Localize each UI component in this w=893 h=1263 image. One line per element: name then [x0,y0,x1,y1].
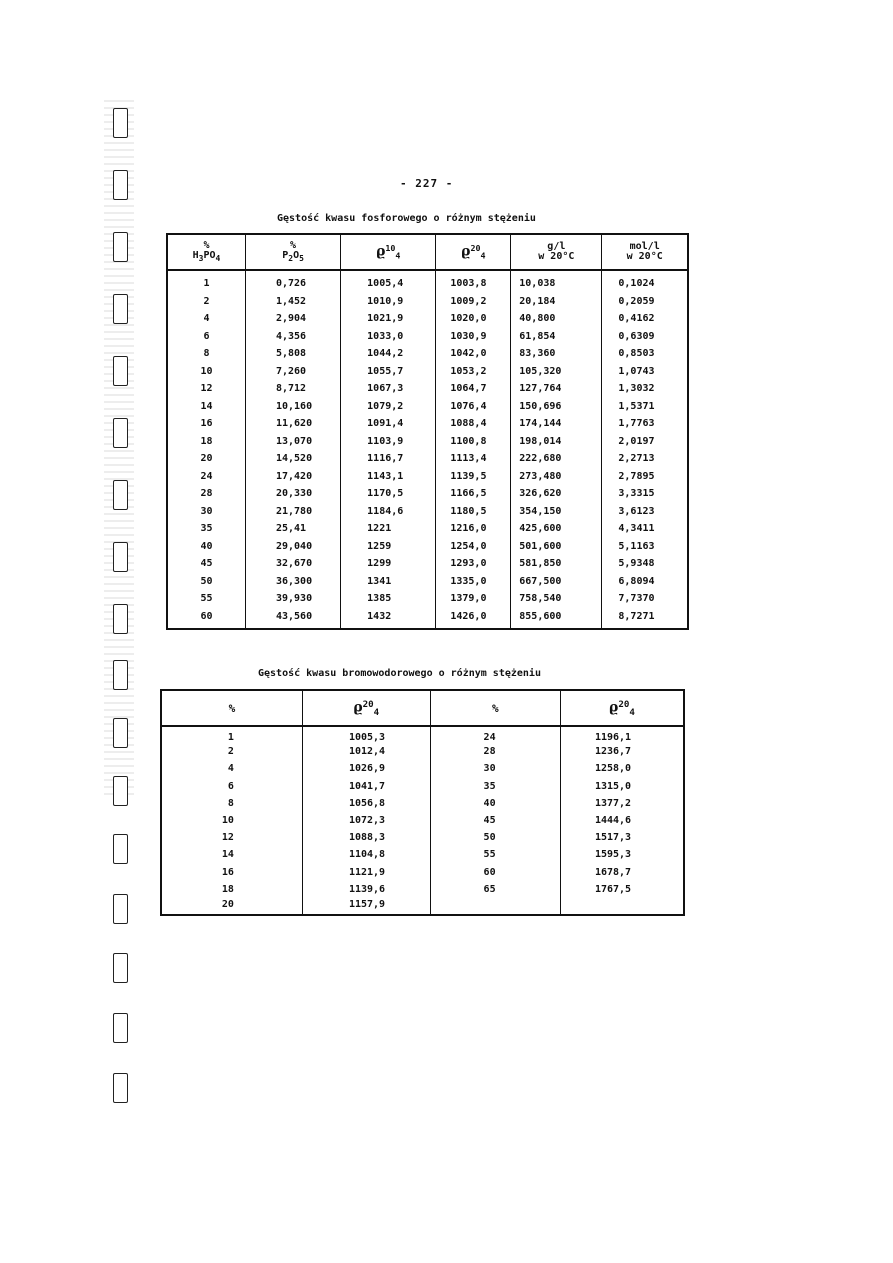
cell-mol-per-litre: 3,6123 [602,503,688,521]
table-row [161,760,684,777]
header-percent-right: % [430,690,560,726]
table-row [167,363,688,381]
cell-h3po4: 20 [167,450,245,468]
cell-mol-per-litre: 0,2059 [602,293,688,311]
cell-p2o5: 7,260 [245,363,340,381]
cell-density-10: 1067,3 [341,380,436,398]
table-row [161,846,684,863]
cell-density-10: 1299 [341,555,436,573]
cell-p2o5: 10,160 [245,398,340,416]
cell-density-20: 1009,2 [436,293,511,311]
phosphoric-table-title: Gęstość kwasu fosforowego o różnym stężeniu [277,213,536,224]
cell-density-20: 1100,8 [436,433,511,451]
cell-grams-per-litre: 127,764 [511,380,602,398]
cell-grams-per-litre: 198,014 [511,433,602,451]
cell-p2o5: 14,520 [245,450,340,468]
cell-percent-left: 12 [161,829,302,846]
cell-p2o5: 32,670 [245,555,340,573]
cell-grams-per-litre: 20,184 [511,293,602,311]
cell-percent-right: 24 [430,726,560,743]
binder-hole [113,232,128,262]
cell-density-10: 1341 [341,573,436,591]
table-row [167,310,688,328]
cell-h3po4: 28 [167,485,245,503]
cell-density-20: 1335,0 [436,573,511,591]
cell-p2o5: 11,620 [245,415,340,433]
cell-density-right: 1444,6 [560,812,684,829]
cell-mol-per-litre: 6,8094 [602,573,688,591]
cell-density-10: 1116,7 [341,450,436,468]
table-row [167,590,688,608]
cell-grams-per-litre: 83,360 [511,345,602,363]
table-row [161,743,684,760]
cell-h3po4: 50 [167,573,245,591]
cell-percent-left: 8 [161,795,302,812]
binder-hole [113,170,128,200]
binder-hole [113,294,128,324]
table-row [167,485,688,503]
cell-density-right: 1236,7 [560,743,684,760]
binder-hole [113,604,128,634]
binder-hole [113,356,128,386]
header-density-10: $ϱ^{10}_4$ [341,234,436,270]
cell-mol-per-litre: 5,1163 [602,538,688,556]
cell-density-20: 1166,5 [436,485,511,503]
cell-density-20: 1216,0 [436,520,511,538]
table-row [167,398,688,416]
binder-hole [113,834,128,864]
table-row [161,864,684,881]
cell-p2o5: 39,930 [245,590,340,608]
cell-density-left: 1104,8 [302,846,430,863]
cell-h3po4: 8 [167,345,245,363]
cell-grams-per-litre: 354,150 [511,503,602,521]
cell-density-right: 1315,0 [560,778,684,795]
cell-density-10: 1010,9 [341,293,436,311]
cell-grams-per-litre: 855,600 [511,608,602,630]
table-row [161,778,684,795]
cell-mol-per-litre: 2,2713 [602,450,688,468]
header-density-20: $ϱ^{20}_4$ [436,234,511,270]
cell-density-20: 1180,5 [436,503,511,521]
cell-percent-right: 28 [430,743,560,760]
cell-percent-left: 4 [161,760,302,777]
cell-p2o5: 21,780 [245,503,340,521]
table-row [167,328,688,346]
cell-percent-left: 10 [161,812,302,829]
cell-density-20: 1113,4 [436,450,511,468]
cell-density-left: 1072,3 [302,812,430,829]
header-p2o5-percent: % $P_2O_5$ [245,234,340,270]
phosphoric-density-table [166,233,689,630]
cell-percent-right: 65 [430,881,560,898]
cell-density-10: 1432 [341,608,436,630]
table-row [167,520,688,538]
binder-hole [113,718,128,748]
cell-h3po4: 40 [167,538,245,556]
cell-mol-per-litre: 2,0197 [602,433,688,451]
cell-h3po4: 14 [167,398,245,416]
cell-density-right: 1196,1 [560,726,684,743]
table-row [161,726,684,743]
table-row [167,555,688,573]
header-density-20-left: $ϱ^{20}_4$ [302,690,430,726]
table-row [167,538,688,556]
cell-density-20: 1042,0 [436,345,511,363]
cell-grams-per-litre: 425,600 [511,520,602,538]
cell-density-10: 1184,6 [341,503,436,521]
cell-p2o5: 25,41 [245,520,340,538]
cell-grams-per-litre: 273,480 [511,468,602,486]
phosphoric-header-row [167,234,688,270]
cell-percent-right: 55 [430,846,560,863]
cell-density-left: 1088,3 [302,829,430,846]
cell-mol-per-litre: 0,1024 [602,270,688,293]
header-grams-per-litre: g/l w 20°C [511,234,602,270]
cell-density-20: 1020,0 [436,310,511,328]
cell-p2o5: 1,452 [245,293,340,311]
cell-density-10: 1033,0 [341,328,436,346]
cell-p2o5: 13,070 [245,433,340,451]
cell-grams-per-litre: 581,850 [511,555,602,573]
cell-density-20: 1088,4 [436,415,511,433]
cell-percent-right: 50 [430,829,560,846]
cell-grams-per-litre: 174,144 [511,415,602,433]
cell-percent-left: 20 [161,898,302,915]
cell-density-right: 1595,3 [560,846,684,863]
cell-density-10: 1385 [341,590,436,608]
cell-p2o5: 5,808 [245,345,340,363]
cell-mol-per-litre: 4,3411 [602,520,688,538]
cell-h3po4: 4 [167,310,245,328]
cell-h3po4: 24 [167,468,245,486]
cell-density-10: 1079,2 [341,398,436,416]
cell-density-10: 1259 [341,538,436,556]
header-mol-per-litre: mol/l w 20°C [602,234,688,270]
cell-density-right: 1678,7 [560,864,684,881]
binder-hole [113,1013,128,1043]
cell-p2o5: 2,904 [245,310,340,328]
cell-density-20: 1076,4 [436,398,511,416]
cell-p2o5: 8,712 [245,380,340,398]
cell-grams-per-litre: 61,854 [511,328,602,346]
cell-grams-per-litre: 326,620 [511,485,602,503]
cell-grams-per-litre: 150,696 [511,398,602,416]
binder-hole [113,418,128,448]
table-row [161,795,684,812]
cell-density-20: 1293,0 [436,555,511,573]
cell-p2o5: 0,726 [245,270,340,293]
cell-density-20: 1426,0 [436,608,511,630]
cell-percent-left: 18 [161,881,302,898]
cell-density-right: 1767,5 [560,881,684,898]
table-row [167,608,688,630]
table-row [167,503,688,521]
binder-hole [113,776,128,806]
table-row [167,270,688,293]
page-number: - 227 - [400,177,454,190]
cell-density-left: 1157,9 [302,898,430,915]
cell-density-10: 1021,9 [341,310,436,328]
table-row [167,433,688,451]
cell-density-20: 1139,5 [436,468,511,486]
cell-grams-per-litre: 40,800 [511,310,602,328]
cell-p2o5: 43,560 [245,608,340,630]
binder-hole [113,1073,128,1103]
binder-hole [113,894,128,924]
cell-percent-right: 40 [430,795,560,812]
cell-percent-left: 6 [161,778,302,795]
cell-density-left: 1056,8 [302,795,430,812]
cell-mol-per-litre: 0,6309 [602,328,688,346]
table-row [167,345,688,363]
cell-grams-per-litre: 10,038 [511,270,602,293]
cell-mol-per-litre: 3,3315 [602,485,688,503]
hydrobromic-table-title: Gęstość kwasu bromowodorowego o różnym stężeniu [258,668,541,679]
cell-density-left: 1026,9 [302,760,430,777]
cell-grams-per-litre: 667,500 [511,573,602,591]
binder-hole [113,542,128,572]
cell-p2o5: 20,330 [245,485,340,503]
binder-hole [113,480,128,510]
cell-density-10: 1103,9 [341,433,436,451]
cell-density-20: 1379,0 [436,590,511,608]
cell-mol-per-litre: 1,5371 [602,398,688,416]
table-row [161,898,684,915]
cell-density-10: 1143,1 [341,468,436,486]
cell-density-right: 1517,3 [560,829,684,846]
cell-percent-left: 1 [161,726,302,743]
cell-grams-per-litre: 222,680 [511,450,602,468]
cell-density-right: 1258,0 [560,760,684,777]
cell-percent-right: 35 [430,778,560,795]
cell-mol-per-litre: 0,4162 [602,310,688,328]
cell-h3po4: 6 [167,328,245,346]
cell-percent-left: 2 [161,743,302,760]
table-row [161,881,684,898]
cell-density-left: 1012,4 [302,743,430,760]
header-percent-left: % [161,690,302,726]
table-row [161,829,684,846]
cell-p2o5: 4,356 [245,328,340,346]
cell-h3po4: 12 [167,380,245,398]
cell-mol-per-litre: 1,3032 [602,380,688,398]
cell-density-left: 1041,7 [302,778,430,795]
binder-hole [113,108,128,138]
table-row [161,812,684,829]
cell-percent-left: 14 [161,846,302,863]
cell-h3po4: 35 [167,520,245,538]
cell-density-10: 1055,7 [341,363,436,381]
cell-p2o5: 29,040 [245,538,340,556]
cell-h3po4: 45 [167,555,245,573]
cell-grams-per-litre: 501,600 [511,538,602,556]
binder-hole [113,660,128,690]
cell-density-right: 1377,2 [560,795,684,812]
cell-density-10: 1091,4 [341,415,436,433]
cell-mol-per-litre: 5,9348 [602,555,688,573]
cell-mol-per-litre: 7,7370 [602,590,688,608]
cell-density-20: 1003,8 [436,270,511,293]
hydrobromic-density-table [160,689,685,916]
cell-h3po4: 2 [167,293,245,311]
cell-mol-per-litre: 1,7763 [602,415,688,433]
table-row [167,293,688,311]
cell-density-left: 1139,6 [302,881,430,898]
cell-percent-right: 30 [430,760,560,777]
cell-density-20: 1254,0 [436,538,511,556]
table-row [167,450,688,468]
cell-h3po4: 18 [167,433,245,451]
cell-density-20: 1064,7 [436,380,511,398]
cell-h3po4: 1 [167,270,245,293]
cell-h3po4: 16 [167,415,245,433]
cell-density-left: 1121,9 [302,864,430,881]
cell-h3po4: 55 [167,590,245,608]
cell-grams-per-litre: 105,320 [511,363,602,381]
binder-hole [113,953,128,983]
cell-mol-per-litre: 1,0743 [602,363,688,381]
cell-percent-left: 16 [161,864,302,881]
table-row [167,573,688,591]
cell-density-20: 1030,9 [436,328,511,346]
binding-margin-shadow [104,100,134,800]
cell-percent-right [430,898,560,915]
cell-density-10: 1221 [341,520,436,538]
cell-mol-per-litre: 2,7895 [602,468,688,486]
cell-density-left: 1005,3 [302,726,430,743]
cell-mol-per-litre: 0,8503 [602,345,688,363]
cell-grams-per-litre: 758,540 [511,590,602,608]
cell-density-20: 1053,2 [436,363,511,381]
cell-h3po4: 30 [167,503,245,521]
hydrobromic-header-row [161,690,684,726]
cell-percent-right: 45 [430,812,560,829]
header-h3po4-percent: % $H_3PO_4$ [167,234,245,270]
cell-h3po4: 60 [167,608,245,630]
cell-density-10: 1170,5 [341,485,436,503]
table-row [167,468,688,486]
cell-mol-per-litre: 8,7271 [602,608,688,630]
cell-percent-right: 60 [430,864,560,881]
header-density-20-right: $ϱ^{20}_4$ [560,690,684,726]
cell-density-right [560,898,684,915]
cell-density-10: 1005,4 [341,270,436,293]
table-row [167,380,688,398]
cell-p2o5: 17,420 [245,468,340,486]
cell-p2o5: 36,300 [245,573,340,591]
cell-h3po4: 10 [167,363,245,381]
cell-density-10: 1044,2 [341,345,436,363]
table-row [167,415,688,433]
